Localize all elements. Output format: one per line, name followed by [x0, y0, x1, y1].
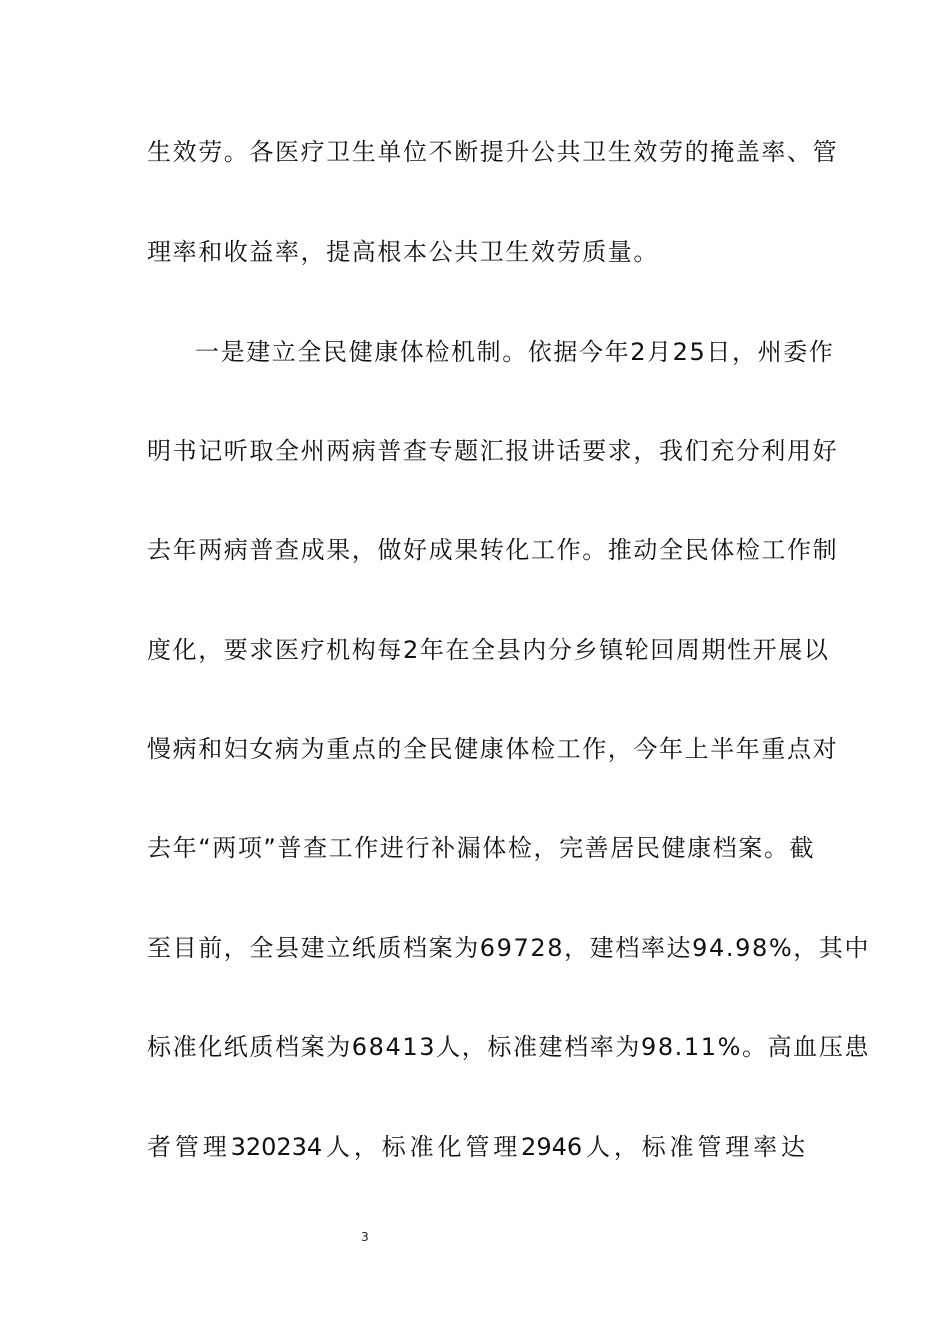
- body-line-4: 明书记听取全州两病普查专题汇报讲话要求，我们充分利用好: [147, 437, 839, 465]
- body-line-9: 至目前，全县建立纸质档案为69728，建档率达94.98%，其中: [147, 934, 871, 962]
- body-line-6: 度化，要求医疗机构每2年在全县内分乡镇轮回周期性开展以: [147, 636, 830, 664]
- body-line-8: 去年“两项”普查工作进行补漏体检，完善居民健康档案。截: [147, 834, 816, 862]
- page-number: 3: [361, 1230, 369, 1244]
- body-line-5: 去年两病普查成果，做好成果转化工作。推动全民体检工作制: [147, 536, 839, 564]
- body-line-11: 者管理320234人，标准化管理2946人，标准管理率达: [147, 1133, 805, 1161]
- body-line-10: 标准化纸质档案为68413人，标准建档率为98.11%。高血压患: [147, 1033, 871, 1061]
- body-line-2: 理率和收益率，提高根本公共卫生效劳质量。: [147, 238, 659, 266]
- body-line-1: 生效劳。各医疗卫生单位不断提升公共卫生效劳的掩盖率、管: [147, 138, 839, 166]
- body-line-7: 慢病和妇女病为重点的全民健康体检工作，今年上半年重点对: [147, 735, 839, 763]
- body-line-3: 一是建立全民健康体检机制。依据今年2月25日，州委作: [195, 338, 835, 366]
